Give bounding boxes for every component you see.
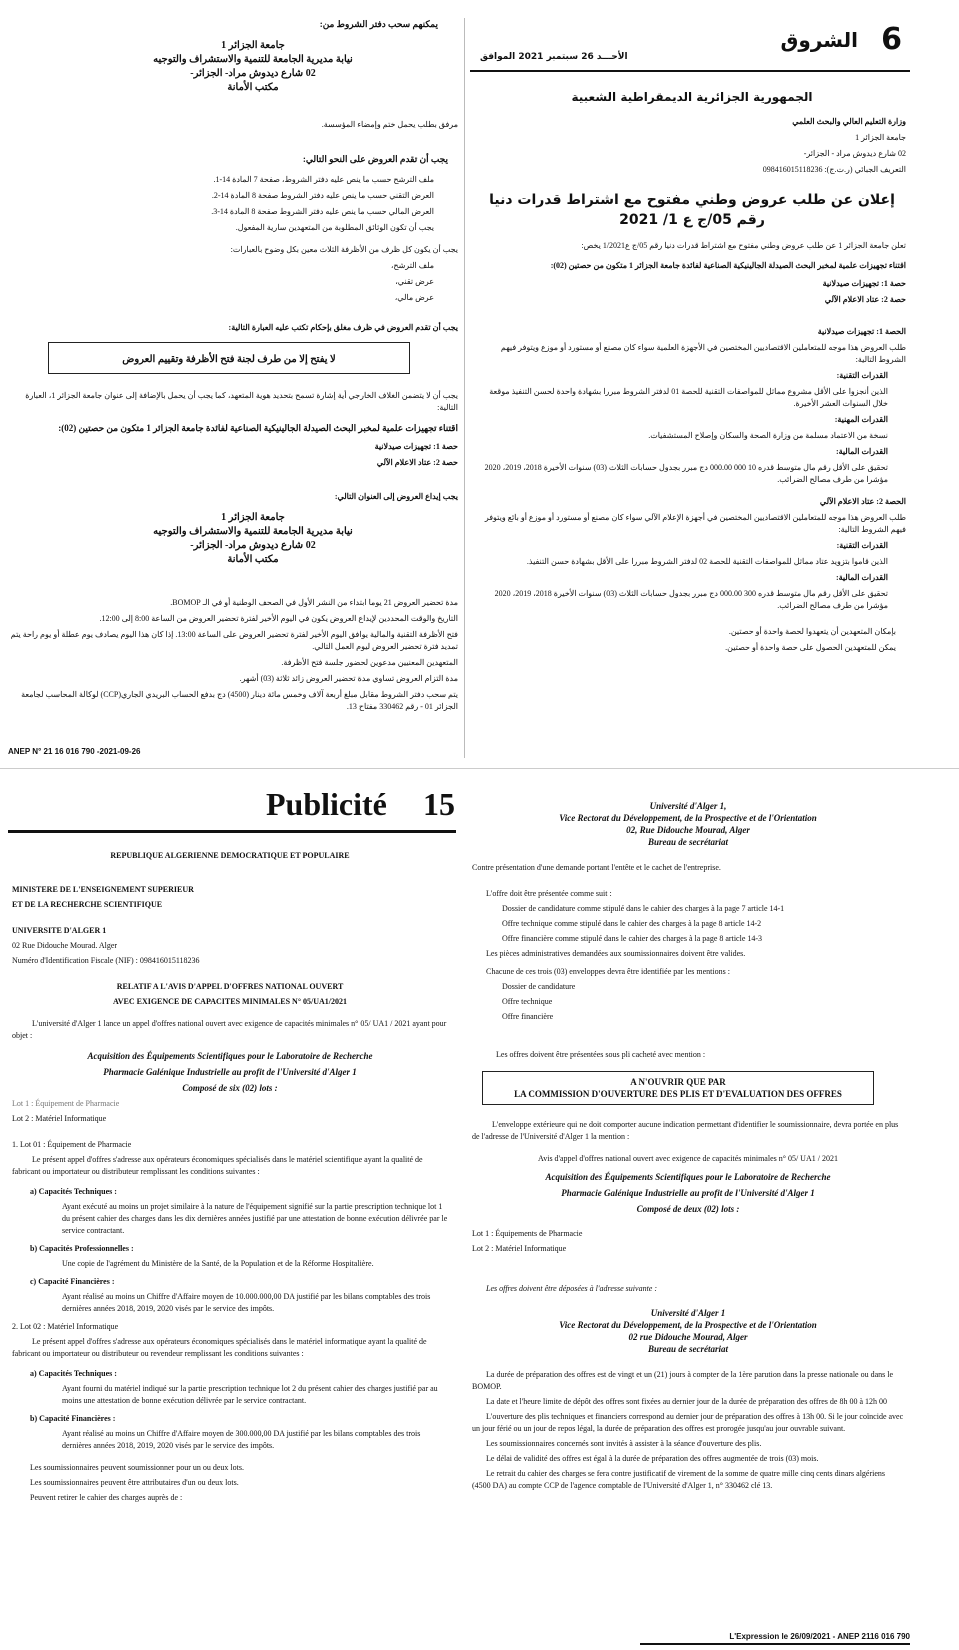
avis-title: AVEC EXIGENCE DE CAPACITES MINIMALES N° 05/UA1/2021 (112, 997, 348, 1006)
list-item: L'ouverture des plis techniques et financiers correspond au dernier jour de préparation des offres à 13h 00. Si le jour coïncide avec un jour férié ou un jour de repos légal, la durée de préparation des offres est prorogée jusqu'au jour ouvrable suivant. (472, 1412, 904, 1433)
lot1-intro: طلب العروض هذا موجه للمتعاملين الاقتصاديين المختصين في الأجهزة العلمية سواء كان مصنع أو مستورد أو موزع ويتوفر فيهم الشروط التالية: (500, 343, 906, 364)
section-title: Publicité (266, 786, 387, 822)
top-left-column (8, 18, 458, 763)
section-2-heading: 2. Lot 02 : Matériel Informatique (12, 1322, 119, 1331)
list-item: مدة التزام العروض تساوي مدة تحضير العروض زائد ثلاثة (03) أشهر. (239, 674, 458, 683)
list-item: المتعهدين المعنيين مدعوين لحضور جلسة فتح الأظرفة. (281, 658, 458, 667)
page-number: 6 (881, 22, 902, 57)
list-item: Le retrait du cahier des charges se fera contre justificatif de virement de la somme de quatre mille cinq cents dinars algériens (4500 DA) au compte CCP de l'agence comptable de l'Université d'Alger 1, n° 330462 clé 13. (472, 1469, 886, 1490)
lot-1: حصة 1: تجهيزات صيدلانية (822, 279, 906, 288)
envelopes-heading: يجب أن يكون كل ظرف من الأظرفة الثلاث معين بكل وضوح بالعبارات: (230, 245, 458, 254)
ministry-line: MINISTERE DE L'ENSEIGNEMENT SUPERIEUR (12, 885, 194, 894)
publicite-rule (8, 830, 456, 833)
object-title: Pharmacie Galénique Industrielle au profit de l'Université d'Alger 1 (103, 1067, 357, 1077)
lot2-intro: طلب العروض هذا موجه للمتعاملين الاقتصاديين المختصين في أجهزة الإعلام الآلي سواء كان مصنع أو مستورد أو موزع أو بائع ويتوفر فيهم الشروط التالية: (484, 513, 906, 534)
lot-1: Lot 1 : Équipements de Pharmacie (472, 1229, 583, 1238)
list-item: مدة تحضير العروض 21 يوما ابتداء من النشر الأول في الصحف الوطنية أو في الـ BOMOP. (170, 598, 458, 607)
lot-1: حصة 1: تجهيزات صيدلانية (374, 442, 458, 451)
lot-2: Lot 2 : Matériel Informatique (472, 1244, 567, 1253)
sealed-note: Les offres doivent être présentées sous pli cacheté avec mention : (496, 1050, 706, 1059)
list-item: Offre financière comme stipulé dans le cahier des charges à la page 8 article 14-3 (502, 934, 763, 943)
masthead-logo: الشروق (780, 28, 858, 52)
lot-2: Lot 2 : Matériel Informatique (12, 1114, 107, 1123)
lot-2: حصة 2: عتاد الاعلام الآلي (376, 458, 458, 467)
offer-list (8, 174, 458, 234)
list-item: Dossier de candidature comme stipulé dans le cahier des charges à la page 7 article 14-1 (502, 904, 785, 913)
page-number: 15 (423, 786, 455, 822)
final-notes: بإمكان المتعهدين أن يتعهدوا لحصة واحدة أو حصتين. يمكن للمتعهدين الحصول على حصة واحدة أو حصتين. (725, 627, 896, 652)
avis-title: RELATIF A L'AVIS D'APPEL D'OFFRES NATIONAL OUVERT (116, 982, 344, 991)
deposit-heading: يجب إيداع العروض إلى العنوان التالي: (334, 492, 458, 501)
list-item: فتح الأظرفة التقنية والمالية يوافق اليوم الأخير لفترة تحضير العروض على الساعة 13:00. إذا كان هذا اليوم يصادف يوم عطلة أو يوم راحة يتم تمديد فترة تحضير العروض ليوم العمل التالي. (10, 630, 458, 651)
s2b-heading: b) Capacité Financières : (30, 1414, 116, 1423)
list-item: ملف الترشح حسب ما ينص عليه دفتر الشروط، صفحة 7 المادة 14-1. (213, 175, 434, 184)
list-item: Le délai de validité des offres est égal à la durée de préparation des offres augmentée de trois (03) mois. (486, 1454, 819, 1463)
top-right-column (478, 90, 906, 690)
republic-header: الجمهورية الجزائرية الديمقراطية الشعبية (571, 90, 813, 104)
closed-envelope-note: يجب أن تقدم العروض في ظرف مغلق بإحكام تكتب عليه العبارة التالية: (228, 323, 458, 332)
list-item: Les soumissionnaires concernés sont invités à assister à la séance d'ouverture des plis. (486, 1439, 762, 1448)
publicite-header (8, 784, 458, 834)
acquisition-line: اقتناء تجهيزات علمية لمخبر البحث الصيدلة الجالينيكية الصناعية لفائدة جامعة الجزائر 1 متكون من حصتين (02): (58, 423, 458, 433)
lot1-heading: الحصة 1: تجهيزات صيدلانية (817, 327, 906, 336)
bottom-right-footer: L'Expression le 26/09/2021 - ANEP 2116 016 790 (729, 1632, 910, 1641)
list-item: La durée de préparation des offres est de vingt et un (21) jours à compter de la 1ère parution dans la presse nationale ou dans le BOMOP. (472, 1370, 894, 1391)
list-item: ملف الترشح، (390, 261, 434, 270)
s1b-text: Une copie de l'agrément du Ministère de la Santé, de la Population et de la Réforme Hospitalière. (62, 1259, 374, 1268)
lot2-heading: الحصة 2: عتاد الاعلام الآلي (819, 497, 906, 506)
address-block-2: Université d'Alger 1 Vice Rectorat du Développement, de la Prospective et de l'Orientation 02 rue Didouche Mourad, Alger Bureau de secrétariat (559, 1308, 817, 1354)
lot-1: Lot 1 : Équipement de Pharmacie (12, 1099, 120, 1108)
object-title: Acquisition des Équipements Scientifiques pour le Laboratoire de Recherche (87, 1051, 373, 1061)
section-1-heading: 1. Lot 01 : Équipement de Pharmacie (12, 1140, 132, 1149)
masthead-rule (470, 70, 910, 72)
envelopes-heading: Chacune de ces trois (03) enveloppes devra être identifiée par les mentions : (486, 967, 730, 976)
list-item: Offre technique comme stipulé dans le cahier des charges à la page 8 article 14-2 (502, 919, 762, 928)
university-address: 02 Rue Didouche Mourad. Alger (12, 941, 118, 950)
offer-heading: L'offre doit être présentée comme suit : (486, 889, 612, 898)
list-item: Offre financière (502, 1012, 554, 1021)
object-text: اقتناء تجهيزات علمية لمخبر البحث الصيدلة الجالينيكية الصناعية لفائدة جامعة الجزائر 1 متكون من حصتين (02): (550, 261, 906, 270)
withdraw-heading: يمكنهم سحب دفتر الشروط من: (319, 19, 438, 29)
outer-envelope-note: L'enveloppe extérieure qui ne doit comporter aucune indication permettant d'identifier le soumissionnaire, devra portée en plus de l'adresse de l'Université d'Alger 1 la mention : (472, 1120, 899, 1141)
list-item: التاريخ والوقت المحددين لإيداع العروض يكون في اليوم الأخير لفترة تحضير العروض من الساعة 8:00 إلى 12:00. (99, 614, 458, 623)
docs-note: Les pièces administratives demandées aux soumissionnaires doivent être valides. (486, 949, 746, 958)
object-title: Composé de six (02) lots : (182, 1083, 278, 1093)
address-block-2: جامعة الجزائر 1 نيابة مديرية الجامعة للتنمية والاستشراف والتوجيه 02 شارع ديدوش مراد- الجزائر- مكتب الأمانة (153, 512, 353, 565)
s2a-text: Ayant fourni du matériel indiqué sur la partie prescription technique lot 2 du présent cahier des charges justifié par au moins une attestation de bonne exécution délivrée par le service contractant. (62, 1384, 438, 1405)
university-lines: جامعة الجزائر 1 02 شارع ديدوش مراد - الجزائر- التعريف الجبائي (ر.ت.ج): 098416015118236 (762, 133, 906, 174)
s1a-heading: a) Capacités Techniques : (30, 1187, 117, 1196)
offer-list (472, 903, 904, 945)
avis-line: Avis d'appel d'offres national ouvert avec exigence de capacités minimales n° 05/ UA1 / 2021 (538, 1154, 838, 1163)
announcement-title: إعلان عن طلب عروض وطني مفتوح مع اشتراط قدرات دنيا رقم 05/ج ع 1/ 2021 (489, 192, 895, 228)
list-item: يجب أن تكون الوثائق المطلوبة من المتعهدين سارية المفعول. (235, 223, 434, 232)
duration-block (8, 597, 458, 713)
presentation-note: Contre présentation d'une demande portant l'entête et le cachet de l'entreprise. (472, 863, 721, 872)
nif-line: Numéro d'Identification Fiscale (NIF) : 098416015118236 (12, 956, 200, 965)
page-separator (0, 768, 959, 769)
masthead-bar (470, 18, 910, 68)
s1c-heading: c) Capacité Financières : (30, 1277, 115, 1286)
bottom-right-column (472, 800, 904, 1620)
university-name: UNIVERSITE D'ALGER 1 (12, 926, 107, 935)
s2a-heading: a) Capacités Techniques : (30, 1369, 117, 1378)
list-item: La date et l'heure limite de dépôt des offres sont fixées au dernier jour de la durée de préparation des offres de 8h 00 à 12h 00 (486, 1397, 887, 1406)
bottom-left-column (12, 850, 448, 1645)
deposit-heading: Les offres doivent être déposées à l'adresse suivante : (486, 1284, 658, 1293)
list-item: Offre technique (502, 997, 553, 1006)
do-not-open-box: A N'OUVRIR QUE PAR LA COMMISSION D'OUVERTURE DES PLIS ET D'EVALUATION DES OFFRES (482, 1071, 874, 1105)
section-2-intro: Le présent appel d'offres s'adresse aux opérateurs économiques spécialisés dans le matériel informatique ayant la qualité de fabricant ou importateur ou distributeur ou revendeur remplissant les conditions suivantes : (12, 1337, 427, 1358)
list-item: Dossier de candidature (502, 982, 576, 991)
rules-list (472, 1369, 904, 1492)
object-title: Pharmacie Galénique Industrielle au profit de l'Université d'Alger 1 (561, 1188, 815, 1198)
list-item: العرض المالي حسب ما ينص عليه دفتر الشروط صفحة 8 المادة 14-3. (211, 207, 434, 216)
address-block-1: جامعة الجزائر 1 نيابة مديرية الجامعة للتنمية والاستشراف والتوجيه 02 شارع ديدوش مراد- الجزائر- مكتب الأمانة (153, 40, 353, 93)
list-item: عرض مالي، (394, 293, 434, 302)
offer-heading: يجب أن تقدم العروض على النحو التالي: (302, 154, 448, 164)
outer-envelope-note: يجب أن لا يتضمن الغلاف الخارجي أية إشارة تسمح بتحديد هوية المتعهد، كما يجب أن يحمل بالإضافة إلى عنوان جامعة الجزائر 1، العبارة التالية: (25, 391, 458, 412)
closing-notes: Les soumissionnaires peuvent soumissionner pour un ou deux lots. Les soumissionnaires peuvent être attributaires d'un ou deux lots. Peuvent retirer le cahier des charges auprès de : (30, 1463, 244, 1502)
s1a-text: Ayant exécuté au moins un projet similaire à la nature de l'équipement signifié sur la partie prescription technique lot 1 du présent cahier des charges dans les dix dernières années justifié par une attestation de bonne exécution délivrée par le service contractant. (62, 1202, 448, 1235)
request-note: مرفق بطلب يحمل ختم وإمضاء المؤسسة. (321, 120, 458, 129)
envelope-list (472, 981, 904, 1023)
top-left-footer: ANEP N° 21 16 016 790 -2021-09-26 (8, 747, 141, 756)
date-line: الأحـــد 26 سبتمبر 2021 الموافق (480, 52, 628, 62)
intro-text: تعلن جامعة الجزائر 1 عن طلب عروض وطني مفتوح مع اشتراط قدرات دنيا رقم 05/ج ع1/2021 يخص: (581, 241, 906, 250)
republic-header: REPUBLIQUE ALGERIENNE DEMOCRATIQUE ET POPULAIRE (110, 851, 350, 860)
lot2-conditions: القدرات التقنية: الذين قاموا بتزويد عتاد مماثل للمواصفات التقنية للحصة 02 لدفتر الشروط مبررا على الأقل بشهادة حسن التنفيذ. القدرات المالية: تحقيق على الأقل رقم مال متوسط قدره 300 000.00 دج مبرر بجدول حسابات الثلاث (03) سنوات الأخيرة 2018، 2019، 2020 مؤشرا من طرف مصالح الضرائب. (494, 541, 888, 610)
envelope-list (8, 260, 458, 304)
lot1-conditions: القدرات التقنية: الذين أنجزوا على الأقل مشروع مماثل للمواصفات التقنية للحصة 01 لدفتر الشروط مبررا بشهادة واحدة لحسن التنفيذ موقعة خلال السنوات العشر الأخيرة. القدرات المهنية: نسخة من الاعتماد مسلمة من وزارة الصحة والسكان وإصلاح المستشفيات. القدرات المالية: تحقيق على الأقل رقم مال متوسط قدره 10 000 000.00 دج مبرر بجدول حسابات الثلاث (03) سنوات الأخيرة 2018، 2019، 2020 مؤشرا من طرف مصالح الضرائب. (484, 371, 888, 484)
column-divider (464, 18, 465, 758)
object-title: Acquisition des Équipements Scientifiques pour le Laboratoire de Recherche (545, 1172, 831, 1182)
do-not-open-box: لا يفتح إلا من طرف لجنة فتح الأظرفة وتقييم العروض (48, 342, 410, 374)
intro-text: L'université d'Alger 1 lance un appel d'offres national ouvert avec exigence de capacités minimales n° 05/ UA1 / 2021 ayant pour objet : (12, 1019, 447, 1040)
list-item: يتم سحب دفتر الشروط مقابل مبلغ أربعة آلاف وخمس مائة دينار (4500) دج بدفع الحساب البريدي الجاري(CCP) لوكالة المحاسب لجامعة الجزائر 01 - رقم 330462 مفتاح 13. (21, 690, 458, 711)
lot-2: حصة 2: عتاد الاعلام الآلي (824, 295, 906, 304)
s2b-text: Ayant réalisé au moins un Chiffre d'Affaire moyen de 300.000,00 DA justifié par les bilans comptables des trois dernières années 2018, 2019, 2020 visés par le service des impôts. (62, 1429, 421, 1450)
s1b-heading: b) Capacités Professionnelles : (30, 1244, 134, 1253)
address-block-1: Université d'Alger 1, Vice Rectorat du Développement, de la Prospective et de l'Orientation 02, Rue Didouche Mourad, Alger Bureau de secrétariat (559, 801, 817, 847)
list-item: عرض تقني، (395, 277, 434, 286)
section-1-intro: Le présent appel d'offres s'adresse aux opérateurs économiques spécialisés dans le matériel scientifique ayant la qualité de fabricant ou importateur ou distributeur remplissant les conditions suivantes : (12, 1155, 423, 1176)
ministry-line: وزارة التعليم العالي والبحث العلمي (792, 117, 906, 126)
ministry-line: ET DE LA RECHERCHE SCIENTIFIQUE (12, 900, 163, 909)
object-title: Composé de deux (02) lots : (636, 1204, 740, 1214)
s1c-text: Ayant réalisé au moins un Chiffre d'Affaire moyen de 10.000.000,00 DA justifié par les bilans comptables des trois dernières années 2018, 2019, 2020 visés par le service des impôts. (62, 1292, 431, 1313)
list-item: العرض التقني حسب ما ينص عليه دفتر الشروط صفحة 8 المادة 14-2. (211, 191, 434, 200)
footer-rule (640, 1643, 910, 1645)
